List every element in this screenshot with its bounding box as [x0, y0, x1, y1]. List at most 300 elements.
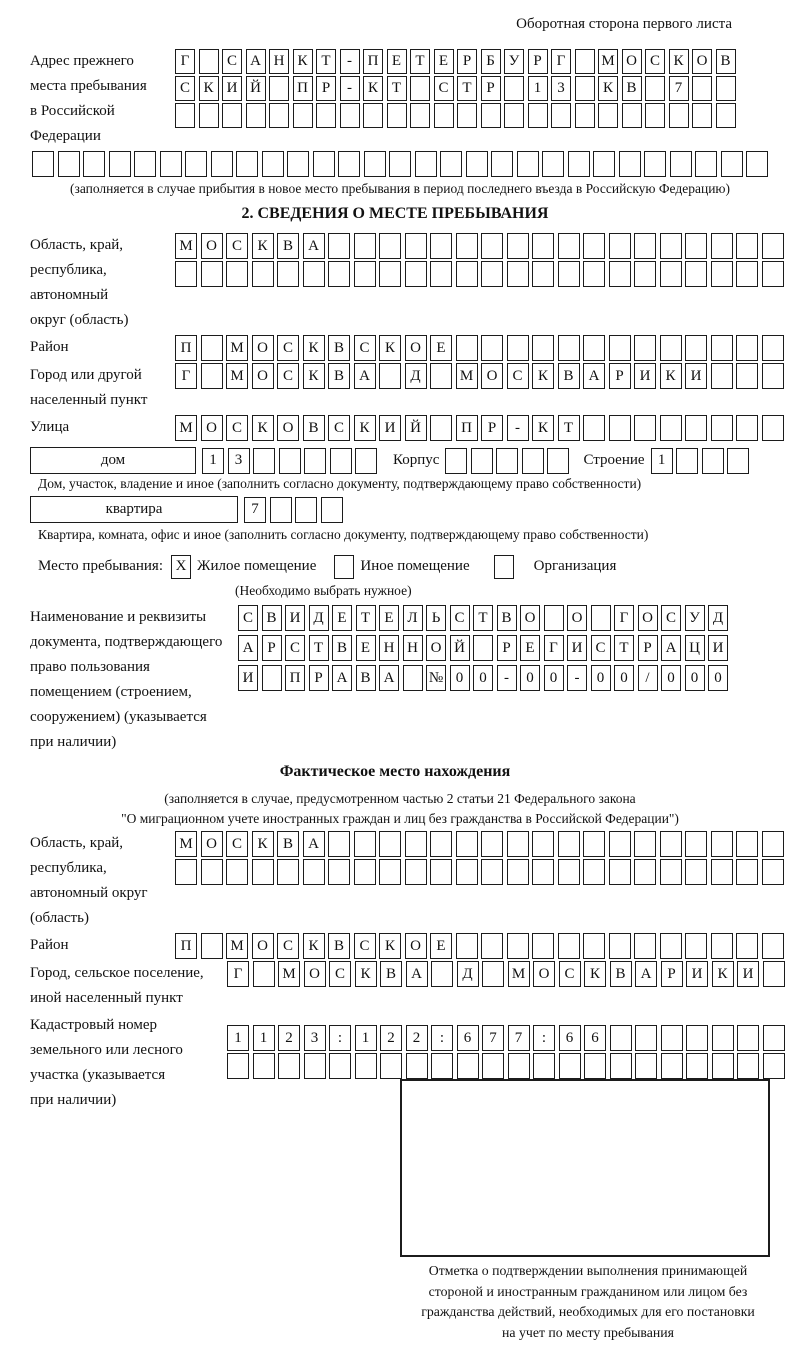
char-cell[interactable]	[736, 363, 758, 389]
char-cell[interactable]: И	[686, 961, 708, 987]
char-cell[interactable]	[405, 859, 427, 885]
char-cell[interactable]: Е	[434, 49, 454, 74]
char-cell[interactable]: С	[222, 49, 242, 74]
char-cell[interactable]: О	[638, 605, 658, 631]
char-cell[interactable]: К	[532, 415, 554, 441]
char-cell[interactable]	[660, 831, 682, 857]
char-cell[interactable]	[583, 261, 605, 287]
char-cell[interactable]: В	[262, 605, 282, 631]
char-cell[interactable]: В	[558, 363, 580, 389]
char-cell[interactable]: П	[363, 49, 383, 74]
char-cell[interactable]: -	[507, 415, 529, 441]
char-cell[interactable]	[676, 448, 698, 474]
char-cell[interactable]: 0	[473, 665, 493, 691]
char-cell[interactable]	[456, 335, 478, 361]
char-cell[interactable]	[737, 1025, 759, 1051]
char-cell[interactable]	[481, 831, 503, 857]
char-cell[interactable]	[269, 76, 289, 101]
char-cell[interactable]	[410, 103, 430, 128]
char-cell[interactable]	[379, 261, 401, 287]
char-cell[interactable]: О	[201, 831, 223, 857]
char-cell[interactable]	[716, 103, 736, 128]
char-cell[interactable]: Т	[457, 76, 477, 101]
char-cell[interactable]: В	[356, 665, 376, 691]
char-cell[interactable]	[522, 448, 544, 474]
char-cell[interactable]	[199, 103, 219, 128]
char-cell[interactable]	[762, 415, 784, 441]
char-cell[interactable]: 0	[661, 665, 681, 691]
char-cell[interactable]	[32, 151, 54, 177]
char-cell[interactable]	[551, 103, 571, 128]
char-cell[interactable]	[340, 103, 360, 128]
char-cell[interactable]: 2	[380, 1025, 402, 1051]
char-cell[interactable]: С	[507, 363, 529, 389]
char-cell[interactable]: 7	[508, 1025, 530, 1051]
char-cell[interactable]: А	[238, 635, 258, 661]
char-cell[interactable]	[583, 859, 605, 885]
char-cell[interactable]: К	[379, 335, 401, 361]
char-cell[interactable]	[201, 261, 223, 287]
checkbox-inoe[interactable]	[334, 555, 354, 579]
char-cell[interactable]: 0	[591, 665, 611, 691]
char-cell[interactable]	[277, 859, 299, 885]
char-cell[interactable]	[575, 76, 595, 101]
char-cell[interactable]: А	[303, 233, 325, 259]
char-cell[interactable]	[660, 335, 682, 361]
char-cell[interactable]: К	[584, 961, 606, 987]
char-cell[interactable]	[593, 151, 615, 177]
char-cell[interactable]	[542, 151, 564, 177]
char-cell[interactable]	[609, 233, 631, 259]
char-cell[interactable]: К	[355, 961, 377, 987]
char-cell[interactable]	[736, 261, 758, 287]
char-cell[interactable]: -	[340, 49, 360, 74]
char-cell[interactable]	[660, 261, 682, 287]
char-cell[interactable]	[303, 859, 325, 885]
char-cell[interactable]: К	[354, 415, 376, 441]
char-cell[interactable]: В	[277, 831, 299, 857]
char-cell[interactable]: И	[737, 961, 759, 987]
char-cell[interactable]	[410, 76, 430, 101]
checkbox-organizaciya[interactable]	[494, 555, 514, 579]
char-cell[interactable]: К	[252, 233, 274, 259]
char-cell[interactable]	[406, 1053, 428, 1079]
char-cell[interactable]: С	[591, 635, 611, 661]
char-cell[interactable]: О	[252, 363, 274, 389]
char-cell[interactable]	[660, 233, 682, 259]
char-cell[interactable]: С	[226, 831, 248, 857]
char-cell[interactable]: Г	[175, 363, 197, 389]
char-cell[interactable]: Р	[661, 961, 683, 987]
char-cell[interactable]	[431, 1053, 453, 1079]
char-cell[interactable]: И	[708, 635, 728, 661]
char-cell[interactable]	[481, 103, 501, 128]
char-cell[interactable]	[645, 103, 665, 128]
char-cell[interactable]	[222, 103, 242, 128]
char-cell[interactable]	[380, 1053, 402, 1079]
char-cell[interactable]	[736, 831, 758, 857]
char-cell[interactable]	[201, 363, 223, 389]
char-cell[interactable]	[277, 261, 299, 287]
char-cell[interactable]	[199, 49, 219, 74]
char-cell[interactable]: Р	[481, 76, 501, 101]
char-cell[interactable]	[466, 151, 488, 177]
char-cell[interactable]	[355, 1053, 377, 1079]
char-cell[interactable]	[762, 261, 784, 287]
char-cell[interactable]	[736, 859, 758, 885]
char-cell[interactable]: О	[277, 415, 299, 441]
char-cell[interactable]: Г	[175, 49, 195, 74]
char-cell[interactable]: Ь	[426, 605, 446, 631]
char-cell[interactable]	[763, 1053, 785, 1079]
char-cell[interactable]	[584, 1053, 606, 1079]
char-cell[interactable]: О	[426, 635, 446, 661]
char-cell[interactable]: 0	[520, 665, 540, 691]
char-cell[interactable]	[661, 1053, 683, 1079]
char-cell[interactable]: -	[497, 665, 517, 691]
char-cell[interactable]	[430, 415, 452, 441]
char-cell[interactable]	[440, 151, 462, 177]
char-cell[interactable]	[762, 233, 784, 259]
char-cell[interactable]: Р	[528, 49, 548, 74]
char-cell[interactable]: Б	[481, 49, 501, 74]
char-cell[interactable]	[583, 933, 605, 959]
char-cell[interactable]: К	[303, 363, 325, 389]
char-cell[interactable]: Е	[520, 635, 540, 661]
char-cell[interactable]	[434, 103, 454, 128]
char-cell[interactable]: Т	[614, 635, 634, 661]
char-cell[interactable]	[295, 497, 317, 523]
char-cell[interactable]	[528, 103, 548, 128]
char-cell[interactable]: №	[426, 665, 446, 691]
char-cell[interactable]	[201, 933, 223, 959]
char-cell[interactable]	[619, 151, 641, 177]
char-cell[interactable]	[379, 233, 401, 259]
char-cell[interactable]: Р	[309, 665, 329, 691]
char-cell[interactable]	[508, 1053, 530, 1079]
char-cell[interactable]	[134, 151, 156, 177]
char-cell[interactable]: 7	[244, 497, 266, 523]
char-cell[interactable]: 2	[278, 1025, 300, 1051]
char-cell[interactable]	[575, 103, 595, 128]
char-cell[interactable]: Т	[473, 605, 493, 631]
char-cell[interactable]: Е	[430, 933, 452, 959]
char-cell[interactable]	[226, 261, 248, 287]
char-cell[interactable]	[316, 103, 336, 128]
char-cell[interactable]: В	[622, 76, 642, 101]
char-cell[interactable]	[175, 859, 197, 885]
char-cell[interactable]: Д	[708, 605, 728, 631]
char-cell[interactable]	[644, 151, 666, 177]
char-cell[interactable]	[504, 103, 524, 128]
char-cell[interactable]: Е	[379, 605, 399, 631]
char-cell[interactable]: О	[533, 961, 555, 987]
char-cell[interactable]: Р	[609, 363, 631, 389]
char-cell[interactable]: А	[303, 831, 325, 857]
char-cell[interactable]: С	[661, 605, 681, 631]
char-cell[interactable]	[762, 933, 784, 959]
char-cell[interactable]: М	[598, 49, 618, 74]
char-cell[interactable]: К	[199, 76, 219, 101]
char-cell[interactable]: С	[434, 76, 454, 101]
char-cell[interactable]	[269, 103, 289, 128]
char-cell[interactable]	[201, 335, 223, 361]
char-cell[interactable]: И	[634, 363, 656, 389]
char-cell[interactable]: О	[405, 335, 427, 361]
char-cell[interactable]	[354, 261, 376, 287]
char-cell[interactable]: М	[226, 363, 248, 389]
char-cell[interactable]: У	[685, 605, 705, 631]
char-cell[interactable]: К	[669, 49, 689, 74]
char-cell[interactable]	[716, 76, 736, 101]
char-cell[interactable]: О	[304, 961, 326, 987]
char-cell[interactable]	[547, 448, 569, 474]
char-cell[interactable]: -	[340, 76, 360, 101]
char-cell[interactable]	[457, 103, 477, 128]
char-cell[interactable]: Р	[457, 49, 477, 74]
char-cell[interactable]: М	[175, 415, 197, 441]
char-cell[interactable]: О	[252, 933, 274, 959]
char-cell[interactable]	[727, 448, 749, 474]
char-cell[interactable]	[175, 103, 195, 128]
char-cell[interactable]	[685, 831, 707, 857]
char-cell[interactable]: О	[622, 49, 642, 74]
char-cell[interactable]	[610, 1025, 632, 1051]
char-cell[interactable]: Т	[387, 76, 407, 101]
char-cell[interactable]	[236, 151, 258, 177]
char-cell[interactable]	[430, 233, 452, 259]
char-cell[interactable]	[253, 448, 275, 474]
char-cell[interactable]: И	[222, 76, 242, 101]
char-cell[interactable]	[736, 335, 758, 361]
char-cell[interactable]	[544, 605, 564, 631]
char-cell[interactable]	[660, 415, 682, 441]
char-cell[interactable]	[415, 151, 437, 177]
char-cell[interactable]	[456, 261, 478, 287]
char-cell[interactable]: 3	[551, 76, 571, 101]
char-cell[interactable]	[328, 233, 350, 259]
char-cell[interactable]	[262, 665, 282, 691]
char-cell[interactable]	[609, 261, 631, 287]
char-cell[interactable]: 0	[708, 665, 728, 691]
char-cell[interactable]: В	[332, 635, 352, 661]
char-cell[interactable]	[329, 1053, 351, 1079]
char-cell[interactable]	[304, 1053, 326, 1079]
char-cell[interactable]	[685, 933, 707, 959]
char-cell[interactable]	[634, 335, 656, 361]
char-cell[interactable]: К	[363, 76, 383, 101]
char-cell[interactable]: Р	[497, 635, 517, 661]
char-cell[interactable]	[635, 1025, 657, 1051]
char-cell[interactable]	[262, 151, 284, 177]
char-cell[interactable]: С	[277, 335, 299, 361]
char-cell[interactable]	[252, 261, 274, 287]
char-cell[interactable]	[583, 831, 605, 857]
char-cell[interactable]	[686, 1025, 708, 1051]
char-cell[interactable]: О	[201, 233, 223, 259]
char-cell[interactable]	[405, 233, 427, 259]
char-cell[interactable]	[575, 49, 595, 74]
char-cell[interactable]: В	[497, 605, 517, 631]
char-cell[interactable]: В	[716, 49, 736, 74]
char-cell[interactable]	[481, 261, 503, 287]
char-cell[interactable]: 7	[669, 76, 689, 101]
char-cell[interactable]: Й	[450, 635, 470, 661]
char-cell[interactable]	[354, 859, 376, 885]
char-cell[interactable]: К	[293, 49, 313, 74]
char-cell[interactable]: Г	[551, 49, 571, 74]
char-cell[interactable]	[609, 859, 631, 885]
char-cell[interactable]	[328, 261, 350, 287]
char-cell[interactable]: К	[303, 335, 325, 361]
char-cell[interactable]	[762, 363, 784, 389]
char-cell[interactable]: Р	[638, 635, 658, 661]
char-cell[interactable]: С	[238, 605, 258, 631]
char-cell[interactable]: О	[481, 363, 503, 389]
char-cell[interactable]	[685, 261, 707, 287]
char-cell[interactable]	[532, 933, 554, 959]
char-cell[interactable]: 1	[355, 1025, 377, 1051]
char-cell[interactable]: В	[610, 961, 632, 987]
char-cell[interactable]: С	[285, 635, 305, 661]
char-cell[interactable]: С	[175, 76, 195, 101]
char-cell[interactable]: /	[638, 665, 658, 691]
char-cell[interactable]: С	[226, 415, 248, 441]
char-cell[interactable]	[253, 1053, 275, 1079]
char-cell[interactable]: Н	[379, 635, 399, 661]
char-cell[interactable]: Д	[405, 363, 427, 389]
char-cell[interactable]	[293, 103, 313, 128]
char-cell[interactable]: К	[598, 76, 618, 101]
char-cell[interactable]: С	[226, 233, 248, 259]
char-cell[interactable]: Й	[405, 415, 427, 441]
char-cell[interactable]: Й	[246, 76, 266, 101]
char-cell[interactable]	[532, 233, 554, 259]
char-cell[interactable]	[746, 151, 768, 177]
char-cell[interactable]: :	[533, 1025, 555, 1051]
char-cell[interactable]	[712, 1053, 734, 1079]
char-cell[interactable]: К	[660, 363, 682, 389]
char-cell[interactable]: С	[354, 933, 376, 959]
char-cell[interactable]: П	[175, 335, 197, 361]
char-cell[interactable]	[762, 859, 784, 885]
char-cell[interactable]	[304, 448, 326, 474]
char-cell[interactable]	[702, 448, 724, 474]
char-cell[interactable]	[303, 261, 325, 287]
char-cell[interactable]: Г	[544, 635, 564, 661]
char-cell[interactable]: 3	[228, 448, 250, 474]
char-cell[interactable]	[507, 933, 529, 959]
char-cell[interactable]	[660, 859, 682, 885]
char-cell[interactable]	[507, 859, 529, 885]
char-cell[interactable]	[379, 859, 401, 885]
char-cell[interactable]	[507, 335, 529, 361]
char-cell[interactable]	[389, 151, 411, 177]
char-cell[interactable]	[313, 151, 335, 177]
char-cell[interactable]	[695, 151, 717, 177]
char-cell[interactable]	[532, 335, 554, 361]
char-cell[interactable]	[669, 103, 689, 128]
char-cell[interactable]: О	[405, 933, 427, 959]
char-cell[interactable]: У	[504, 49, 524, 74]
char-cell[interactable]	[160, 151, 182, 177]
char-cell[interactable]	[736, 233, 758, 259]
char-cell[interactable]: М	[456, 363, 478, 389]
char-cell[interactable]: О	[520, 605, 540, 631]
char-cell[interactable]: -	[567, 665, 587, 691]
char-cell[interactable]: А	[406, 961, 428, 987]
char-cell[interactable]: О	[201, 415, 223, 441]
char-cell[interactable]	[711, 859, 733, 885]
char-cell[interactable]	[175, 261, 197, 287]
char-cell[interactable]	[58, 151, 80, 177]
char-cell[interactable]: В	[328, 335, 350, 361]
char-cell[interactable]	[201, 859, 223, 885]
char-cell[interactable]: Е	[430, 335, 452, 361]
char-cell[interactable]: С	[277, 363, 299, 389]
char-cell[interactable]	[558, 933, 580, 959]
char-cell[interactable]	[456, 831, 478, 857]
char-cell[interactable]	[711, 261, 733, 287]
char-cell[interactable]	[185, 151, 207, 177]
char-cell[interactable]	[634, 233, 656, 259]
char-cell[interactable]	[763, 1025, 785, 1051]
char-cell[interactable]: М	[278, 961, 300, 987]
char-cell[interactable]	[609, 335, 631, 361]
char-cell[interactable]: 2	[406, 1025, 428, 1051]
char-cell[interactable]: К	[712, 961, 734, 987]
char-cell[interactable]	[405, 261, 427, 287]
char-cell[interactable]	[763, 961, 785, 987]
char-cell[interactable]	[481, 233, 503, 259]
char-cell[interactable]: Т	[558, 415, 580, 441]
char-cell[interactable]: 1	[651, 448, 673, 474]
char-cell[interactable]: В	[380, 961, 402, 987]
char-cell[interactable]	[762, 831, 784, 857]
char-cell[interactable]	[533, 1053, 555, 1079]
char-cell[interactable]	[711, 233, 733, 259]
char-cell[interactable]: И	[285, 605, 305, 631]
char-cell[interactable]: В	[328, 933, 350, 959]
char-cell[interactable]: И	[567, 635, 587, 661]
char-cell[interactable]	[558, 261, 580, 287]
char-cell[interactable]	[482, 1053, 504, 1079]
char-cell[interactable]	[635, 1053, 657, 1079]
char-cell[interactable]: В	[303, 415, 325, 441]
char-cell[interactable]	[379, 831, 401, 857]
char-cell[interactable]	[387, 103, 407, 128]
char-cell[interactable]	[661, 1025, 683, 1051]
char-cell[interactable]: И	[685, 363, 707, 389]
char-cell[interactable]	[252, 859, 274, 885]
char-cell[interactable]: О	[567, 605, 587, 631]
char-cell[interactable]	[278, 1053, 300, 1079]
char-cell[interactable]	[328, 831, 350, 857]
char-cell[interactable]: Е	[387, 49, 407, 74]
char-cell[interactable]: Д	[309, 605, 329, 631]
char-cell[interactable]	[354, 233, 376, 259]
char-cell[interactable]	[568, 151, 590, 177]
char-cell[interactable]	[692, 103, 712, 128]
char-cell[interactable]	[405, 831, 427, 857]
char-cell[interactable]	[598, 103, 618, 128]
char-cell[interactable]	[711, 335, 733, 361]
char-cell[interactable]	[634, 859, 656, 885]
char-cell[interactable]	[609, 415, 631, 441]
char-cell[interactable]	[481, 933, 503, 959]
char-cell[interactable]: 0	[685, 665, 705, 691]
char-cell[interactable]	[481, 335, 503, 361]
